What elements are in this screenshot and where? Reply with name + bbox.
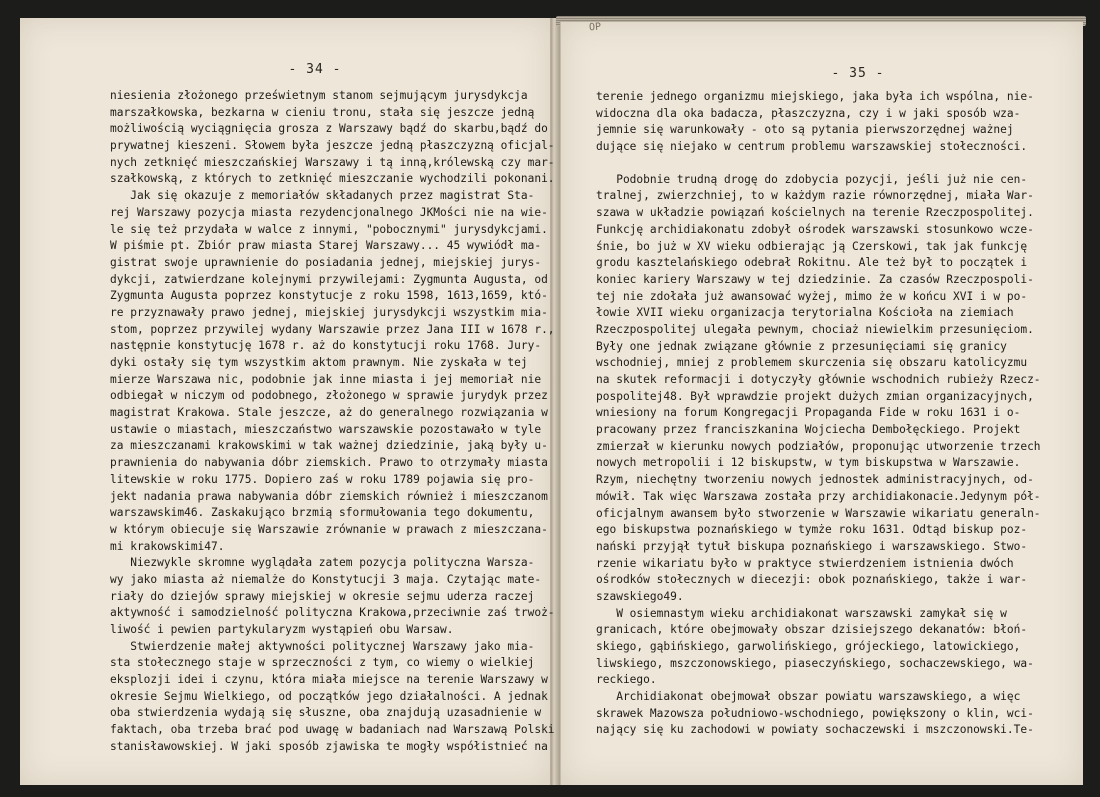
text-line: dujące się niejako w centrum problemu warszawskiej stołeczności. xyxy=(596,140,1028,154)
paragraph-gap xyxy=(596,156,1041,172)
text-line: nański przyjął tytuł biskupa poznańskiego i warszawskiego. Stwo- xyxy=(596,539,1028,553)
text-line: Zygmunta Augusta poprzez konstytucje z roku 1598, 1613,1659, któ- xyxy=(110,289,548,303)
text-line: marszałkowska, bezkarna w cieniu tronu, stała się jeszcze jedną xyxy=(110,105,535,119)
text-line: niesienia złożonego prześwietnym stanom sejmującym jurysdykcja xyxy=(110,89,528,102)
text-line: gistrat swoje uprawnienie do posiadania jednej, miejskiej jurys- xyxy=(110,255,542,269)
text-line: terenie jednego organizmu miejskiego, jaka była ich wspólna, nie- xyxy=(596,90,1034,103)
corner-mark: OP xyxy=(588,21,602,34)
text-line: eksplozji idei i czynu, która miała miejsce na terenie Warszawy w xyxy=(110,673,548,687)
text-line: rej Warszawy pozycja miasta rezydencjonalnego JKMości nie na wie- xyxy=(110,205,548,219)
text-line: mówił. Tak więc Warszawa została przy archidiakonacie.Jedynym pół- xyxy=(596,489,1041,503)
right-page-text xyxy=(596,89,1041,739)
left-page-number: - 34 - xyxy=(288,62,342,77)
text-line: nający się ku zachodowi w powiaty sochaczewski i mszczonowski.Te- xyxy=(596,723,1034,737)
text-line: wschodniej, mniej z problemem skurczenia się obszaru katolicyzmu xyxy=(596,356,1028,370)
text-line: W piśmie pt. Zbiór praw miasta Starej Warszawy... 45 wywiódł ma- xyxy=(110,239,542,253)
text-line: szawskiego49. xyxy=(596,589,684,603)
text-line: wy jako miasta aż niemalże do Konstytucji 3 maja. Czytając mate- xyxy=(110,572,542,586)
text-line: pracowany przez franciszkanina Wojciecha Dembołęckiego. Projekt xyxy=(596,423,1021,437)
text-line: oficjalnym awansem było stworzenie w Warszawie wikariatu generaln- xyxy=(596,506,1041,520)
text-line: Rzym, niechętny tworzeniu nowych jednostek administracyjnych, od- xyxy=(596,473,1034,487)
text-line: ośrodków stołecznych w diecezji: obok poznańskiego, także i war- xyxy=(596,573,1028,587)
text-line: grodu kasztelańskiego odebrał Rokitnu. Ale też był to początek i xyxy=(596,256,1028,270)
text-line: tralnej, zwierzchniej, to w każdym razie równorzędnej, miała War- xyxy=(596,189,1034,203)
text-line: oba stwierdzenia wydają się słuszne, oba znajdują uzasadnienie w xyxy=(110,706,542,720)
text-line: pospolitej48. Był wprawdzie projekt dużych zmian organizacyjnych, xyxy=(596,389,1034,403)
text-line: okresie Sejmu Wielkiego, od początków jego działalności. A jednak xyxy=(110,689,548,703)
text-line: Były one jednak związane głównie z przesunięciami się granicy xyxy=(596,339,1007,353)
text-line: koniec kariery Warszawy w tej dziedzinie. Za czasów Rzeczpospoli- xyxy=(596,272,1034,286)
text-line: odbiegał w niczym od podobnego, złożonego w sprawie jurydyk przez xyxy=(110,389,548,403)
text-line: dykcji, zatwierdzane kolejnymi przywilejami: Zygmunta Augusta, od xyxy=(110,272,548,286)
text-line: widoczna dla oka badacza, płaszczyzna, czy i w jaki sposób wza- xyxy=(596,106,1021,120)
text-line: sta stołecznego staje w sprzeczności z tym, co wiemy o wielkiej xyxy=(110,656,535,670)
text-line: nych zetknięć mieszczańskiej Warszawy i tą inną,królewską czy mar- xyxy=(110,155,555,169)
text-line: litewskie w roku 1775. Dopiero zaś w roku 1789 pojawia się pro- xyxy=(110,472,535,486)
text-line: Stwierdzenie małej aktywności politycznej Warszawy jako mia- xyxy=(110,639,535,653)
text-line: prywatnej kieszeni. Słowem była jeszcze jedną płaszczyzną oficjal- xyxy=(110,139,555,153)
text-line: dyki ostały się tym wszystkim aktom prawnym. Nie zyskała w tej xyxy=(110,356,528,369)
text-line: magistrat Krakowa. Stale jeszcze, aż do generalnego rozwiązania w xyxy=(110,406,548,420)
text-line: nowych metropolii i 12 biskupstw, w tym biskupstwa w Warszawie. xyxy=(596,456,1021,470)
text-line: łowie XVII wieku organizacja terytorialna Kościoła na ziemiach xyxy=(596,306,1014,320)
text-line: możliwością wyciągnięcia grosza z Warszawy bądź do skarbu,bądź do xyxy=(110,122,548,136)
text-line: skrawek Mazowsza południowo-wschodniego, powiększony o klin, wci- xyxy=(596,706,1034,720)
text-line: liwskiego, mszczonowskiego, piaseczyńskiego, sochaczewskiego, wa- xyxy=(596,656,1034,670)
text-line: mierze Warszawa nic, podobnie jak inne miasta i jej memoriał nie xyxy=(110,372,542,386)
text-line: warszawskim46. Zaskakująco brzmią sformułowania tego dokumentu, xyxy=(110,506,535,520)
text-line: Archidiakonat obejmował obszar powiatu warszawskiego, a więc xyxy=(596,690,1021,704)
text-line: Funkcję archidiakonatu zdobył ośrodek warszawski stosunkowo wcze- xyxy=(596,222,1034,236)
left-page xyxy=(20,18,555,785)
text-line: ustawie o miastach, mieszczaństwo warszawskie pozostawało w tyle xyxy=(110,422,542,436)
right-page-number: - 35 - xyxy=(831,66,885,81)
text-line: wniesiony na forum Kongregacji Propaganda Fide w roku 1631 i o- xyxy=(596,406,1021,420)
text-line: śnie, bo już w XV wieku odbierając ją Czerskowi, tak jak funkcję xyxy=(596,239,1028,253)
text-line: skiego, gąbińskiego, garwolińskiego, grójeckiego, latowickiego, xyxy=(596,640,1021,653)
text-line: szawa w układzie powiązań kościelnych na terenie Rzeczpospolitej. xyxy=(596,206,1034,220)
text-line: stom, poprzez przywilej wydany Warszawie przez Jana III w 1678 r., xyxy=(110,322,555,336)
text-line: W osiemnastym wieku archidiakonat warszawski zamykał się w xyxy=(596,606,1007,620)
text-line: reckiego. xyxy=(596,673,657,687)
text-line: ego biskupstwa poznańskiego w tymże roku 1631. Odtąd biskup poz- xyxy=(596,523,1028,537)
text-line: rzenie wikariatu było w praktyce stwierdzeniem istnienia dwóch xyxy=(596,556,1014,570)
left-page-text xyxy=(110,88,555,756)
text-line: Jak się okazuje z memoriałów składanych przez magistrat Sta- xyxy=(110,189,535,203)
text-line: na skutek reformacji i dotyczyły głównie wschodnich rubieży Rzecz- xyxy=(596,373,1041,386)
text-line: w którym obiecuje się Warszawie zrównanie w prawach z mieszczana- xyxy=(110,522,548,536)
text-line: faktach, oba trzeba brać pod uwagę w badaniach nad Warszawą Polski xyxy=(110,723,555,737)
text-line: jekt nadania prawa nabywania dóbr ziemskich również i mieszczanom xyxy=(110,489,548,503)
text-line: Niezwykle skromne wyglądała zatem pozycja polityczna Warsza- xyxy=(110,556,535,570)
text-line: zmierzał w kierunku nowych podziałów, proponując utworzenie trzech xyxy=(596,439,1041,453)
text-line: aktywność i samodzielność polityczna Krakowa,przeciwnie zaś trwoż- xyxy=(110,606,555,620)
text-line: riały do dziejów sprawy miejskiej w okresie sejmu uderza raczej xyxy=(110,589,535,603)
text-line: Podobnie trudną drogę do zdobycia pozycji, jeśli już nie cen- xyxy=(596,172,1028,186)
text-line: le się też przydała w walce z innymi, "pobocznymi" jurysdykcjami. xyxy=(110,222,548,236)
text-line: granicach, które obejmowały obszar dzisiejszego dekanatów: błoń- xyxy=(596,623,1028,637)
text-line: Rzeczpospolitej ulegała pewnym, chociaż niewielkim przesunięciom. xyxy=(596,322,1034,336)
text-line: liwość i pewien partykularyzm wystąpień obu Warsaw. xyxy=(110,623,454,636)
text-line: jemnie się warunkowały - oto są pytania pierwszorzędnej ważnej xyxy=(596,123,1014,137)
text-line: tej nie zdołała już awansować wyżej, mimo że w końcu XVI i w po- xyxy=(596,289,1028,303)
text-line: za mieszczanami krakowskimi w tak ważnej dziedzinie, jaką były u- xyxy=(110,439,548,453)
text-line: prawnienia do nabywania dóbr ziemskich. Prawo to otrzymały miasta xyxy=(110,456,548,470)
text-line: szałkowską, z których to zetknięć mieszczanie wychodzili pokonani. xyxy=(110,172,555,186)
right-page xyxy=(560,22,1083,785)
text-line: re przyznawały prawo jednej, miejskiej jurysdykcji wszystkim mia- xyxy=(110,305,548,319)
text-line: następnie konstytucję 1678 r. aż do konstytucji roku 1768. Jury- xyxy=(110,339,542,353)
text-line: stanisławowskiej. W jaki sposób zjawiska te mogły współistnieć na xyxy=(110,739,548,753)
text-line: mi krakowskimi47. xyxy=(110,539,225,553)
